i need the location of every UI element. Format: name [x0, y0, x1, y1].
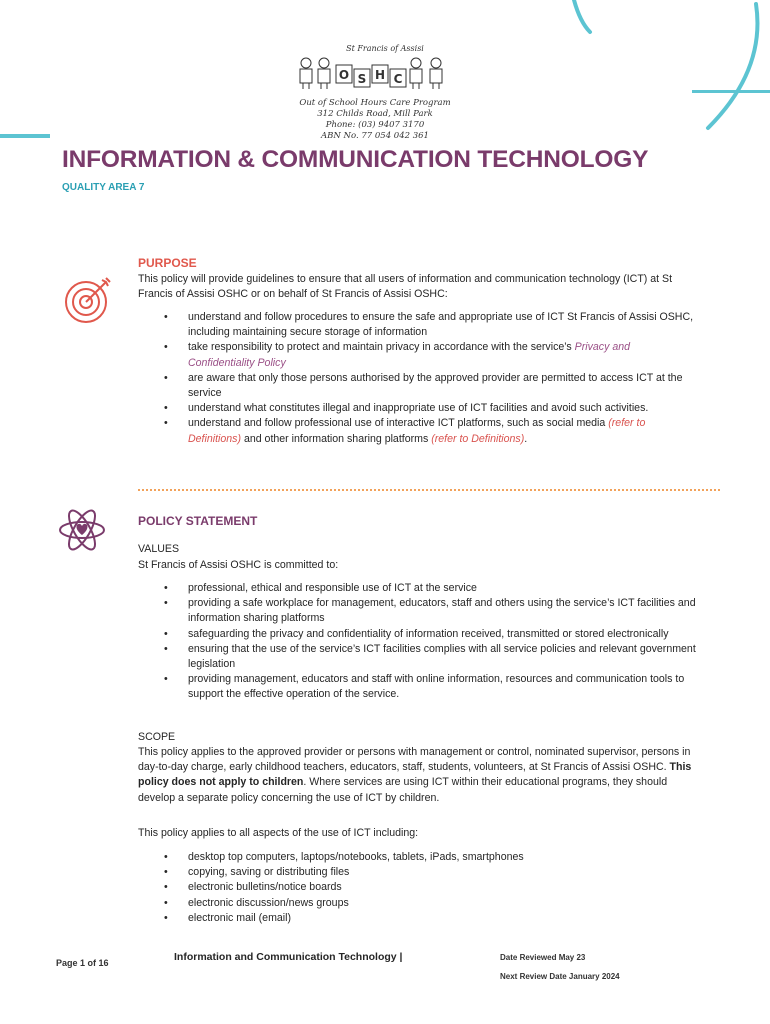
purpose-heading: PURPOSE — [138, 256, 197, 270]
page-number: Page 1 of 16 — [56, 958, 109, 968]
address-line-3: Phone: (03) 9407 3170 — [325, 120, 425, 130]
policy-statement-heading: POLICY STATEMENT — [138, 514, 258, 528]
address-line-4: ABN No. 77 054 042 361 — [321, 131, 429, 141]
address-line-2: 312 Childs Road, Mill Park — [317, 109, 433, 119]
list-item: • electronic discussion/news groups — [164, 896, 349, 909]
list-item: • understand and follow professional use of interactive ICT platforms, such as social media (refer to Definitions) and other information sharing platforms (refer to Definitions). — [164, 417, 646, 445]
scope-bold-note: This policy does not apply to children — [138, 761, 692, 789]
section-divider — [138, 489, 720, 491]
purpose-bullet-list — [138, 310, 698, 447]
purpose-intro: This policy will provide guidelines to ensure that all users of information and communication technology (ICT) at St Francis of Assisi OSHC or on behalf of St Francis of Assisi OSHC: — [138, 273, 673, 301]
list-item: • electronic mail (email) — [164, 911, 292, 924]
quality-area-label: QUALITY AREA 7 — [62, 182, 145, 193]
target-icon — [62, 274, 114, 326]
definitions-reference: (refer to Definitions) — [188, 417, 646, 445]
list-item: • understand and follow procedures to ensure the safe and appropriate use of ICT St Francis of Assisi OSHC, including maintaining secure storage of information — [164, 311, 694, 339]
applies-bullet-list — [138, 850, 698, 926]
logo-script-text: St Francis of Assisi — [346, 44, 424, 53]
definitions-reference: (refer to Definitions) — [431, 432, 525, 445]
list-item: • professional, ethical and responsible use of ICT at the service — [164, 582, 477, 594]
list-item: • providing management, educators and staff with online information, resources and communication tools to support the effective operation of the service. — [164, 673, 685, 701]
list-item: • understand what constitutes illegal and inappropriate use of ICT facilities and avoid such activities. — [164, 402, 649, 415]
list-item: • desktop top computers, laptops/notebooks, tablets, iPads, smartphones — [164, 851, 524, 863]
values-label: VALUES — [138, 543, 180, 555]
address-line-1: Out of School Hours Care Program — [299, 98, 451, 108]
atom-heart-icon — [56, 504, 108, 556]
list-item: • take responsibility to protect and maintain privacy in accordance with the service’s Privacy and Confidentiality Policy — [164, 341, 631, 369]
values-intro: St Francis of Assisi OSHC is committed to: — [138, 559, 339, 571]
page-title: INFORMATION & COMMUNICATION TECHNOLOGY — [62, 146, 649, 173]
logo-letter-c: C — [393, 72, 403, 86]
footer-document-title: Information and Communication Technology | — [174, 951, 403, 963]
applies-intro: This policy applies to all aspects of the use of ICT including: — [138, 827, 419, 839]
privacy-policy-reference: Privacy and Confidentiality Policy — [188, 341, 631, 369]
logo-letter-s: S — [357, 72, 367, 86]
values-bullet-list — [138, 581, 698, 703]
oshc-logo — [296, 55, 452, 91]
list-item: • safeguarding the privacy and confidentiality of information received, transmitted or stored electronically — [164, 627, 669, 640]
list-item: • ensuring that the use of the service’s ICT facilities complies with all service policies and relevant government legislation — [164, 642, 696, 671]
list-item: • electronic bulletins/notice boards — [164, 881, 342, 894]
next-review-date: Next Review Date January 2024 — [500, 972, 620, 981]
scope-paragraph: This policy applies to the approved provider or persons with management or control, nominated supervisor, persons in day-to-day charge, early childhood teachers, educators, staff, students, volunteers, at St Francis of Assisi OSHC. This policy does not apply to children. Where services are using ICT within their educational programs, they should develop a separate policy concerning the use of ICT by children. — [138, 746, 692, 804]
list-item: • are aware that only those persons authorised by the approved provider are permitted to access ICT at the service — [164, 371, 683, 400]
list-item: • providing a safe workplace for management, educators, staff and others using the service’s ICT facilities and information sharing platforms — [164, 597, 696, 625]
scope-label: SCOPE — [138, 731, 176, 743]
date-reviewed: Date Reviewed May 23 — [500, 953, 586, 962]
list-item: • copying, saving or distributing files — [164, 866, 350, 879]
logo-letter-o: O — [338, 68, 350, 82]
logo-letter-h: H — [374, 68, 386, 82]
decorative-line-right — [692, 90, 770, 93]
